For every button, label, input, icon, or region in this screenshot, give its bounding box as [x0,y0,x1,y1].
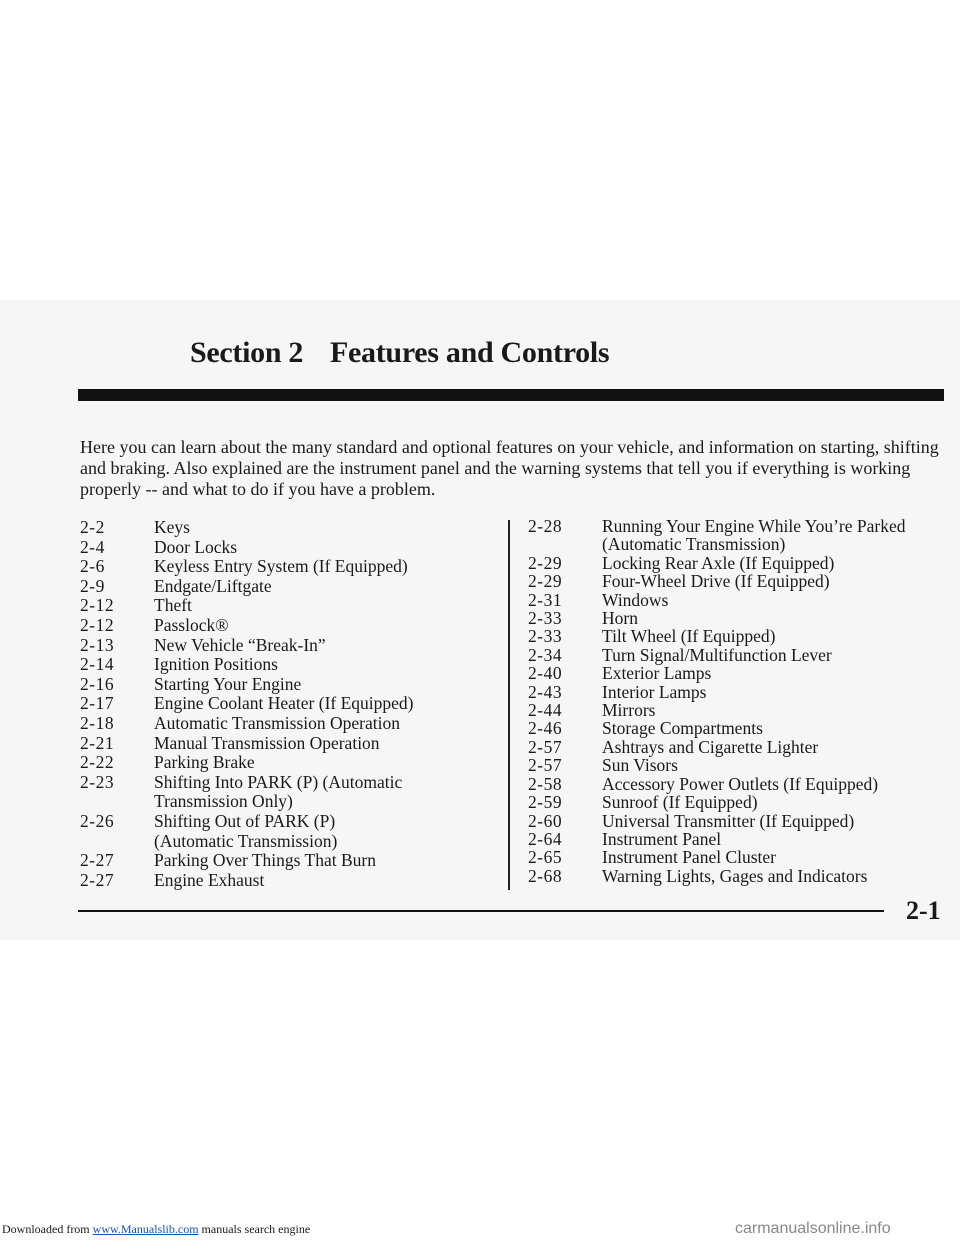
toc-topic-line: Mirrors [602,700,656,721]
toc-topic [602,830,948,848]
toc-topic-line: Starting Your Engine [154,673,302,694]
toc-topic-line: Instrument Panel [602,828,722,849]
toc-topic [602,793,948,811]
toc-topic-line: Ignition Positions [154,654,278,675]
toc-entry [528,812,948,830]
toc-entry [528,830,948,848]
toc-topic-line: Tilt Wheel (If Equipped) [602,626,776,647]
toc-page-number: 2-46 [528,718,563,739]
toc-entry [80,694,480,714]
toc-topic-line: Shifting Out of PARK (P) [154,810,336,831]
toc-entry [528,591,948,609]
toc-entry [528,756,948,774]
toc-entry [80,812,480,851]
toc-page-number: 2-40 [528,663,563,684]
toc-topic [154,577,480,597]
toc-topic [602,738,948,756]
toc-entry [80,655,480,675]
section-rule [78,389,944,401]
toc-topic [602,572,948,590]
toc-entry [528,683,948,701]
toc-topic [602,591,948,609]
toc-entry [80,753,480,773]
toc-entry [528,701,948,719]
toc-topic-line: Automatic Transmission Operation [154,712,400,733]
toc-page-number: 2-65 [528,847,563,868]
toc-page-number: 2-23 [80,771,115,792]
toc-topic [602,683,948,701]
toc-topic-line: Endgate/Liftgate [154,575,272,596]
toc-page-number: 2-29 [528,552,563,573]
watermark-text: carmanualsonline.info [735,1220,891,1237]
toc-topic-line: Manual Transmission Operation [154,732,380,753]
toc-topic [154,518,480,538]
toc-page-number: 2-2 [80,517,105,537]
toc-topic-line: Sun Visors [602,755,678,776]
toc-topic [154,616,480,636]
section-number: Section 2 [190,336,304,369]
toc-topic-line: Transmission Only) [154,791,293,812]
toc-entry [80,675,480,695]
toc-page-number: 2-4 [80,536,105,557]
toc-entry [528,517,948,554]
toc-page-number: 2-12 [80,614,115,635]
toc-entry [528,719,948,737]
toc-entry [80,734,480,754]
toc-page-number: 2-33 [528,608,563,629]
toc-page-number: 2-44 [528,700,563,721]
intro-paragraph: Here you can learn about the many standard and optional features on your vehicle, and information on starting, shifting and braking. Also explained are the instrument panel and the warning systems that tell you if everything is working properly -- and what to do if you have a problem. [80,437,939,499]
footer-suffix: manuals search engine [198,1222,311,1236]
footer-prefix: Downloaded from [2,1222,93,1236]
toc-topic [154,557,480,577]
toc-entry [528,646,948,664]
toc-topic [154,636,480,656]
toc-page-number: 2-17 [80,693,115,714]
toc-page-number: 2-14 [80,654,115,675]
toc-page-number: 2-57 [528,736,563,757]
toc-page-number: 2-6 [80,556,105,577]
toc-topic [602,646,948,664]
toc-entry [528,554,948,572]
toc-topic-line: Keys [154,517,190,537]
toc-topic [602,701,948,719]
toc-topic-line: Turn Signal/Multifunction Lever [602,644,832,665]
toc-entry [528,867,948,885]
toc-topic [602,609,948,627]
toc-topic-line: Engine Coolant Heater (If Equipped) [154,693,414,714]
toc-topic-line: Horn [602,608,638,629]
toc-topic [154,675,480,695]
toc-entry [80,636,480,656]
toc-topic-line: Universal Transmitter (If Equipped) [602,810,855,831]
toc-topic [602,627,948,645]
toc-topic-line: Running Your Engine While You’re Parked [602,516,906,536]
toc-topic [154,596,480,616]
toc-topic [154,851,480,871]
toc-page-number: 2-29 [528,571,563,592]
toc-topic [154,734,480,754]
toc-topic [154,714,480,734]
toc-topic [154,694,480,714]
toc-entry [528,848,948,866]
toc-topic [154,812,480,851]
toc-entry [528,664,948,682]
toc-entry [80,538,480,558]
toc-page-number: 2-33 [528,626,563,647]
toc-entry [80,577,480,597]
toc-topic [602,812,948,830]
section-name: Features and Controls [330,336,610,369]
toc-entry [80,596,480,616]
toc-topic [602,517,948,554]
toc-entry [528,775,948,793]
toc-page-number: 2-68 [528,865,563,886]
toc-page-number: 2-27 [80,869,115,890]
toc-topic-line: Interior Lamps [602,681,707,702]
toc-topic-line: New Vehicle “Break-In” [154,634,326,655]
toc-page-number: 2-16 [80,673,115,694]
toc-topic-line: Four-Wheel Drive (If Equipped) [602,571,830,592]
toc-topic [154,753,480,773]
toc-topic [602,664,948,682]
footer-rule [78,910,884,912]
toc-page-number: 2-27 [80,850,115,871]
toc-topic [154,773,480,812]
toc-topic [602,867,948,885]
toc-page-number: 2-22 [80,752,115,773]
toc-page-number: 2-31 [528,589,563,610]
toc-entry [528,627,948,645]
toc-topic-line: (Automatic Transmission) [602,534,786,555]
toc-entry [80,851,480,871]
toc-topic-line: Windows [602,589,669,610]
section-title [190,336,609,370]
toc-page-number: 2-28 [528,516,563,536]
toc-entry [80,714,480,734]
toc-topic-line: Exterior Lamps [602,663,712,684]
toc-page-number: 2-9 [80,575,105,596]
toc-page-number: 2-18 [80,712,115,733]
toc-topic-line: Shifting Into PARK (P) (Automatic [154,771,403,792]
toc-topic-line: Parking Over Things That Burn [154,850,376,871]
toc-entry [80,518,480,538]
toc-page-number: 2-13 [80,634,115,655]
toc-entry [80,871,480,891]
toc-page-number: 2-21 [80,732,115,753]
toc-page-number: 2-57 [528,755,563,776]
toc-topic-line: Instrument Panel Cluster [602,847,777,868]
toc-entry [80,557,480,577]
toc-right-column [528,517,948,885]
column-divider [508,520,510,890]
toc-topic-line: Door Locks [154,536,238,557]
toc-topic [154,538,480,558]
toc-entry [528,572,948,590]
toc-page-number: 2-12 [80,595,115,616]
toc-topic-line: Engine Exhaust [154,869,265,890]
toc-page-number: 2-59 [528,792,563,813]
toc-topic-line: Locking Rear Axle (If Equipped) [602,552,835,573]
toc-entry [528,793,948,811]
toc-topic [602,848,948,866]
toc-page-number: 2-43 [528,681,563,702]
toc-topic-line: Parking Brake [154,752,255,773]
toc-topic [602,775,948,793]
toc-page-number: 2-60 [528,810,563,831]
toc-topic-line: Passlock® [154,614,229,635]
toc-topic [602,756,948,774]
toc-topic [602,719,948,737]
toc-topic-line: Storage Compartments [602,718,763,739]
toc-entry [80,773,480,812]
toc-topic-line: Sunroof (If Equipped) [602,792,758,813]
toc-entry [528,738,948,756]
toc-topic-line: Keyless Entry System (If Equipped) [154,556,408,577]
toc-left-column [80,518,480,890]
toc-entry [80,616,480,636]
toc-topic-line: Ashtrays and Cigarette Lighter [602,736,819,757]
toc-page-number: 2-58 [528,773,563,794]
toc-topic [154,871,480,891]
toc-topic [154,655,480,675]
page-number: 2-1 [906,896,941,925]
toc-topic-line: Accessory Power Outlets (If Equipped) [602,773,879,794]
toc-topic-line: Warning Lights, Gages and Indicators [602,865,868,886]
toc-page-number: 2-26 [80,810,115,831]
toc-topic-line: Theft [154,595,192,616]
toc-topic-line: (Automatic Transmission) [154,830,338,851]
manualslib-link[interactable]: www.Manualslib.com [92,1222,199,1236]
toc-page-number: 2-64 [528,828,563,849]
toc-page-number: 2-34 [528,644,563,665]
toc-entry [528,609,948,627]
download-footer [2,1222,310,1237]
toc-topic [602,554,948,572]
